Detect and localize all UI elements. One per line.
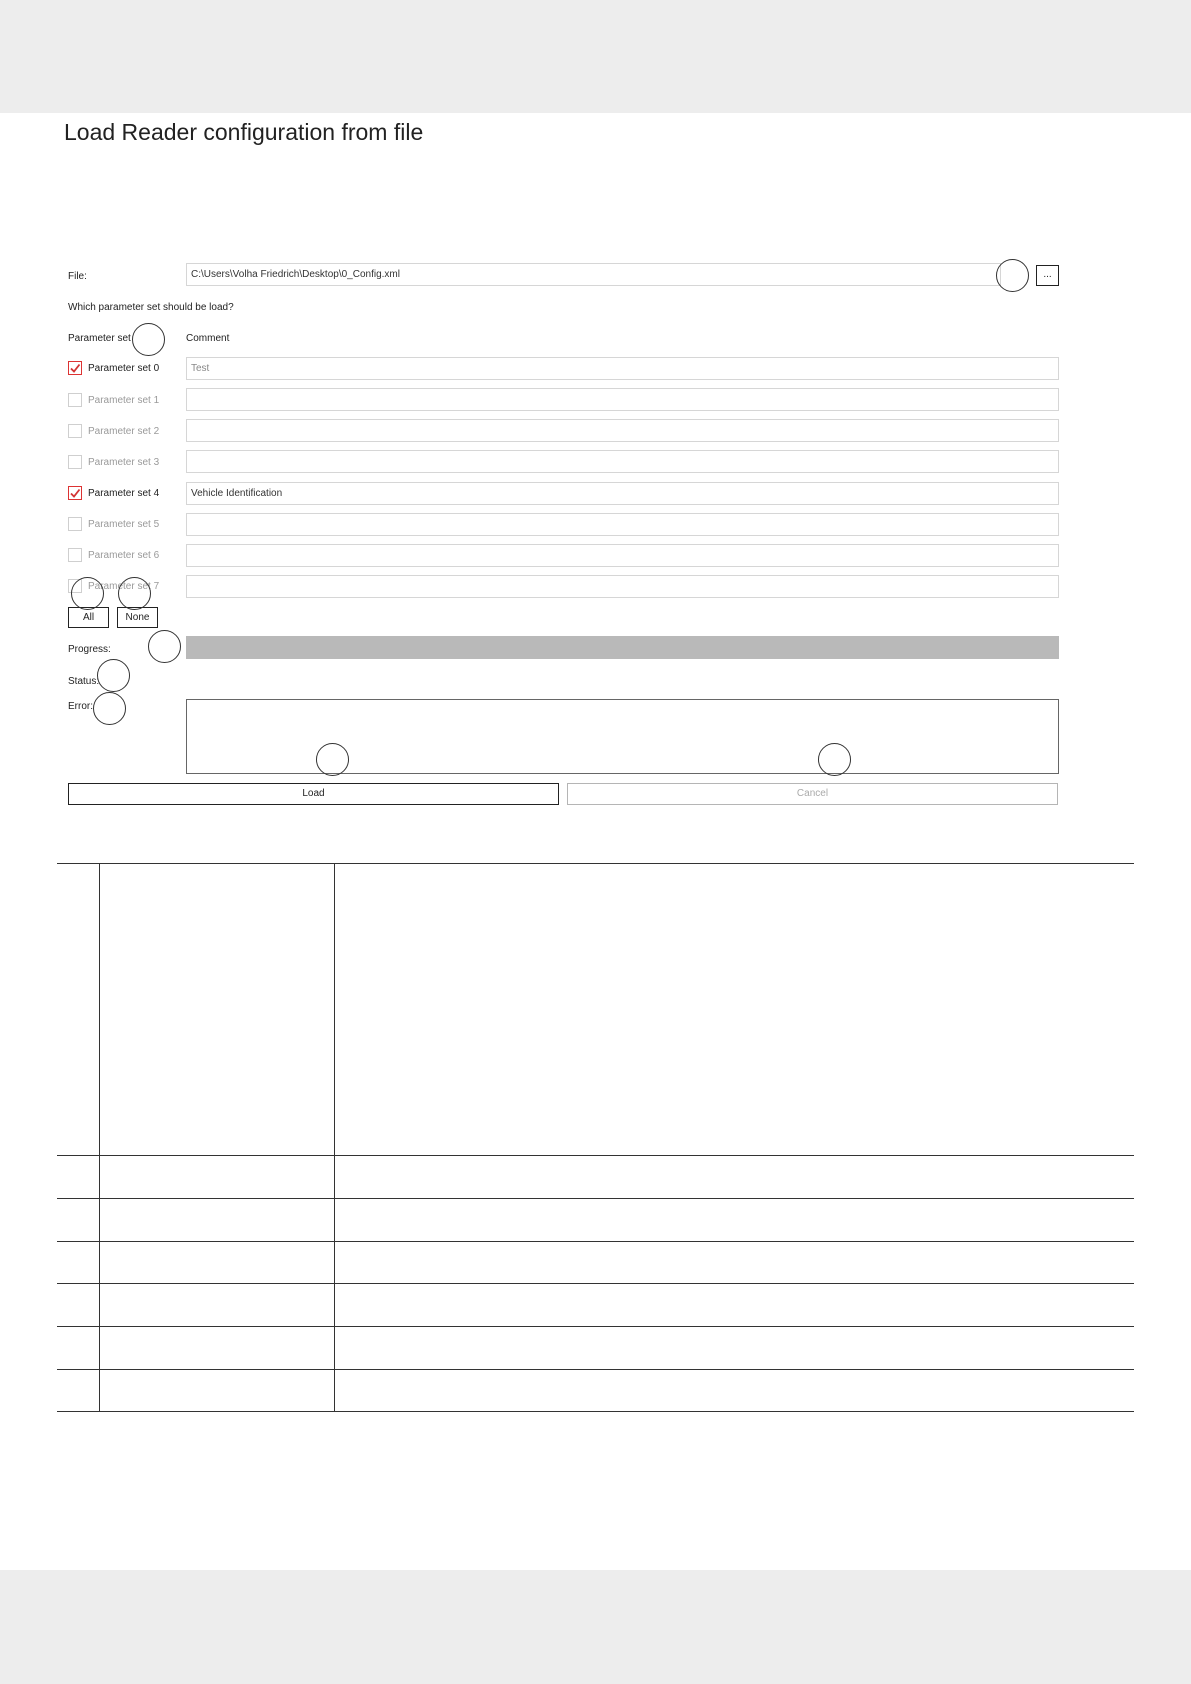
table-rule: [57, 1241, 1134, 1242]
parameter-set-4-comment-value: Vehicle Identification: [191, 488, 283, 499]
cancel-button[interactable]: Cancel: [567, 783, 1058, 805]
parameter-set-0-checkbox[interactable]: [68, 361, 82, 375]
parameter-set-5-comment[interactable]: [186, 513, 1059, 536]
parameter-set-3-label: Parameter set 3: [88, 457, 160, 468]
parameter-set-4-label: Parameter set 4: [88, 488, 160, 499]
parameter-set-2-label: Parameter set 2: [88, 426, 160, 437]
file-path-input[interactable]: [186, 263, 1001, 286]
table-rule: [57, 1369, 1134, 1370]
parameter-set-7-comment[interactable]: [186, 575, 1059, 598]
browse-button[interactable]: ...: [1036, 265, 1059, 286]
callout-marker: [818, 743, 851, 776]
error-label: Error:: [68, 701, 93, 712]
file-label: File:: [68, 271, 87, 282]
parameter-set-0-label: Parameter set 0: [88, 363, 160, 374]
callout-marker: [118, 577, 151, 610]
parameter-set-6-label: Parameter set 6: [88, 550, 160, 561]
column-header-parameter-set: Parameter set: [68, 333, 131, 344]
table-rule: [57, 863, 1134, 864]
parameter-set-6-checkbox[interactable]: [68, 548, 82, 562]
callout-marker: [132, 323, 165, 356]
parameter-set-1-label: Parameter set 1: [88, 395, 160, 406]
document-page: [0, 113, 1191, 1570]
checkmark-icon: [69, 487, 81, 499]
table-rule: [57, 1283, 1134, 1284]
parameter-set-2-comment[interactable]: [186, 419, 1059, 442]
table-rule: [57, 1155, 1134, 1156]
parameter-set-4-comment[interactable]: [186, 482, 1059, 505]
parameter-set-7-label: Parameter set 7: [88, 581, 160, 592]
callout-marker: [93, 692, 126, 725]
table-rule: [57, 1411, 1134, 1412]
parameter-set-3-checkbox[interactable]: [68, 455, 82, 469]
parameter-set-3-comment[interactable]: [186, 450, 1059, 473]
question-text: Which parameter set should be load?: [68, 302, 234, 313]
callout-marker: [148, 630, 181, 663]
table-column-divider: [99, 863, 100, 1412]
table-column-divider: [334, 863, 335, 1412]
select-all-button[interactable]: All: [68, 607, 109, 628]
status-label: Status:: [68, 676, 100, 687]
dialog-title: Load Reader configuration from file: [64, 119, 424, 145]
parameter-set-5-label: Parameter set 5: [88, 519, 160, 530]
file-path-value: C:\Users\Volha Friedrich\Desktop\0_Config.xml: [191, 269, 400, 280]
parameter-set-6-comment[interactable]: [186, 544, 1059, 567]
table-rule: [57, 1198, 1134, 1199]
parameter-set-1-checkbox[interactable]: [68, 393, 82, 407]
column-header-comment: Comment: [186, 333, 230, 344]
checkmark-icon: [69, 362, 81, 374]
select-none-button[interactable]: None: [117, 607, 158, 628]
progress-bar: [186, 636, 1059, 659]
load-button[interactable]: Load: [68, 783, 559, 805]
callout-marker: [996, 259, 1029, 292]
progress-label: Progress:: [68, 644, 111, 655]
parameter-set-2-checkbox[interactable]: [68, 424, 82, 438]
callout-marker: [97, 659, 130, 692]
table-rule: [57, 1326, 1134, 1327]
parameter-set-1-comment[interactable]: [186, 388, 1059, 411]
parameter-set-0-comment-value: Test: [191, 363, 210, 374]
parameter-set-0-comment[interactable]: [186, 357, 1059, 380]
parameter-set-4-checkbox[interactable]: [68, 486, 82, 500]
parameter-set-5-checkbox[interactable]: [68, 517, 82, 531]
callout-marker: [316, 743, 349, 776]
callout-marker: [71, 577, 104, 610]
